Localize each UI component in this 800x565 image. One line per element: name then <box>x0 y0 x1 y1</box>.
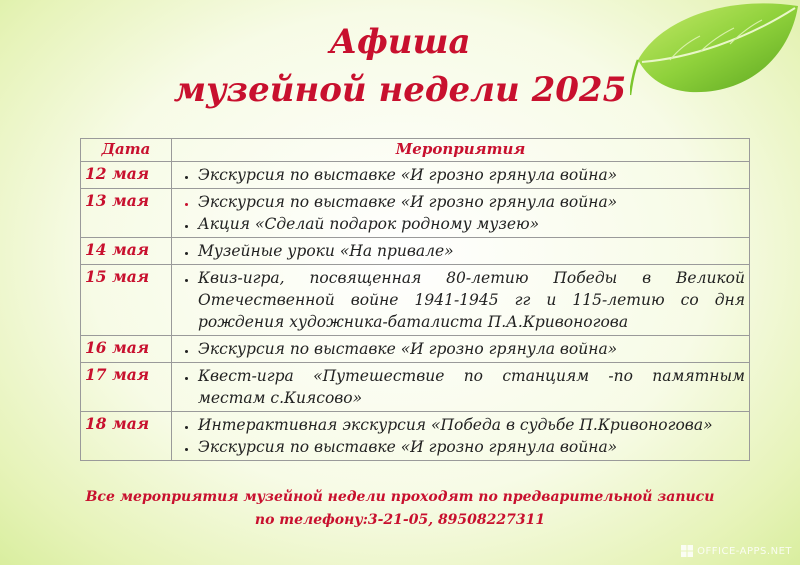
row-events <box>172 162 750 189</box>
table-row <box>81 363 750 412</box>
table-row <box>81 265 750 336</box>
row-date: 13 мая <box>81 189 172 238</box>
event-item: • Интерактивная экскурсия «Победа в судьбе П.Кривоногова» <box>198 414 745 436</box>
table-row <box>81 412 750 461</box>
header-date: Дата <box>81 139 172 162</box>
row-date: 12 мая <box>81 162 172 189</box>
row-events <box>172 265 750 336</box>
table-row <box>81 162 750 189</box>
event-item: • Экскурсия по выставке «И грозно грянула война» <box>198 338 745 360</box>
event-item: • Экскурсия по выставке «И грозно грянула война» <box>198 436 745 458</box>
table-row <box>81 189 750 238</box>
row-date: 17 мая <box>81 363 172 412</box>
row-events <box>172 238 750 265</box>
table-row <box>81 336 750 363</box>
watermark <box>681 545 792 557</box>
row-events <box>172 189 750 238</box>
row-date: 15 мая <box>81 265 172 336</box>
event-item: • Квиз-игра, посвященная 80-летию Победы в Великой Отечественной войне 1941-1945 гг и 115-летию со дня рождения художника-баталиста П.А.Кривоногова <box>198 267 745 333</box>
event-item: • Музейные уроки «На привале» <box>198 240 745 262</box>
windows-logo-icon <box>681 545 693 557</box>
schedule-table <box>80 138 750 461</box>
row-events <box>172 336 750 363</box>
table-header-row <box>81 139 750 162</box>
row-events <box>172 363 750 412</box>
row-date: 16 мая <box>81 336 172 363</box>
watermark-text: OFFICE-APPS.NET <box>697 545 792 557</box>
footer-phone: по телефону:3-21-05, 89508227311 <box>254 512 546 528</box>
page-title: Афиша <box>329 22 471 62</box>
table-row <box>81 238 750 265</box>
event-item: • Экскурсия по выставке «И грозно грянула война» <box>198 191 745 213</box>
event-item: • Квест-игра «Путешествие по станциям -по памятным местам с.Киясово» <box>198 365 745 409</box>
footer-note: Все мероприятия музейной недели проходят по предварительной записи <box>85 489 715 505</box>
page-subtitle: музейной недели 2025 <box>173 70 627 110</box>
header-events: Мероприятия <box>172 139 750 162</box>
event-item: • Акция «Сделай подарок родному музею» <box>198 213 745 235</box>
row-events <box>172 412 750 461</box>
row-date: 18 мая <box>81 412 172 461</box>
event-item: • Экскурсия по выставке «И грозно грянула война» <box>198 164 745 186</box>
row-date: 14 мая <box>81 238 172 265</box>
